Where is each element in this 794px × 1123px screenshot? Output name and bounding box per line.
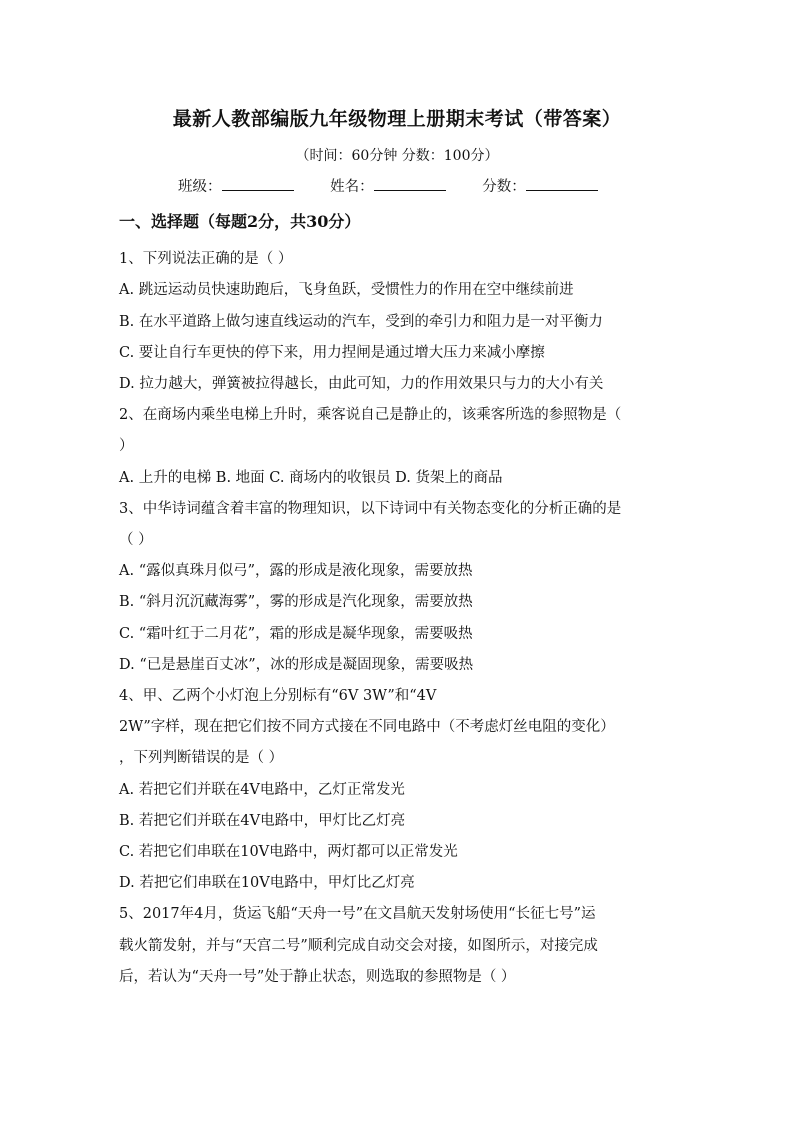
question-line: D. “已是悬崖百丈冰”，冰的形成是凝固现象，需要吸热: [119, 657, 474, 673]
exam-title: 最新人教部编版九年级物理上册期末考试（带答案）: [172, 108, 622, 130]
question-line: A. 上升的电梯 B. 地面 C. 商场内的收银员 D. 货架上的商品: [119, 470, 503, 486]
class-blank: [222, 176, 294, 191]
section-heading: 一、选择题（每题2分，共30分）: [119, 212, 361, 231]
question-line: 4、甲、乙两个小灯泡上分别标有“6V 3W”和“4V: [119, 688, 437, 704]
question-line: B. 在水平道路上做匀速直线运动的汽车，受到的牵引力和阻力是一对平衡力: [119, 314, 603, 330]
question-line: 载火箭发射，并与“天宫二号”顺利完成自动交会对接，如图所示，对接完成: [119, 938, 598, 954]
exam-subtitle: （时间：60分钟 分数：100分）: [295, 148, 499, 164]
name-label: 姓名：: [330, 179, 374, 195]
question-line: A. “露似真珠月似弓”，露的形成是液化现象，需要放热: [119, 563, 473, 579]
question-line: 5、2017年4月，货运飞船“天舟一号”在文昌航天发射场使用“长征七号”运: [119, 906, 596, 922]
question-line: B. 若把它们并联在4V电路中，甲灯比乙灯亮: [119, 813, 406, 829]
question-line: ）: [119, 438, 134, 454]
question-line: 2、在商场内乘坐电梯上升时，乘客说自己是静止的，该乘客所选的参照物是（: [119, 407, 622, 423]
question-line: D. 若把它们串联在10V电路中，甲灯比乙灯亮: [119, 875, 415, 891]
question-line: D. 拉力越大，弹簧被拉得越长，由此可知，力的作用效果只与力的大小有关: [119, 376, 604, 392]
question-line: B. “斜月沉沉藏海雾”，雾的形成是汽化现象，需要放热: [119, 594, 473, 610]
score-field: [482, 175, 598, 196]
student-info-row: [178, 175, 630, 196]
question-line: A. 跳远运动员快速助跑后，飞身鱼跃，受惯性力的作用在空中继续前进: [119, 282, 574, 298]
question-line: C. “霜叶红于二月花”，霜的形成是凝华现象，需要吸热: [119, 626, 473, 642]
class-field: [178, 175, 294, 196]
question-line: ，下列判断错误的是（ ）: [119, 750, 284, 766]
question-line: C. 要让自行车更快的停下来，用力捏闸是通过增大压力来减小摩擦: [119, 345, 545, 361]
score-label: 分数：: [482, 179, 526, 195]
question-line: 3、中华诗词蕴含着丰富的物理知识，以下诗词中有关物态变化的分析正确的是: [119, 501, 622, 517]
question-line: 后，若认为“天舟一号”处于静止状态，则选取的参照物是（ ）: [119, 969, 516, 985]
question-line: 2W”字样，现在把它们按不同方式接在不同电路中（不考虑灯丝电阻的变化）: [119, 719, 615, 735]
class-label: 班级：: [178, 179, 222, 195]
score-blank: [526, 176, 598, 191]
question-line: 1、下列说法正确的是（ ）: [119, 251, 293, 267]
question-line: C. 若把它们串联在10V电路中，两灯都可以正常发光: [119, 844, 458, 860]
question-line: A. 若把它们并联在4V电路中，乙灯正常发光: [119, 782, 405, 798]
name-blank: [374, 176, 446, 191]
name-field: [330, 175, 446, 196]
question-line: （ ）: [119, 532, 153, 548]
